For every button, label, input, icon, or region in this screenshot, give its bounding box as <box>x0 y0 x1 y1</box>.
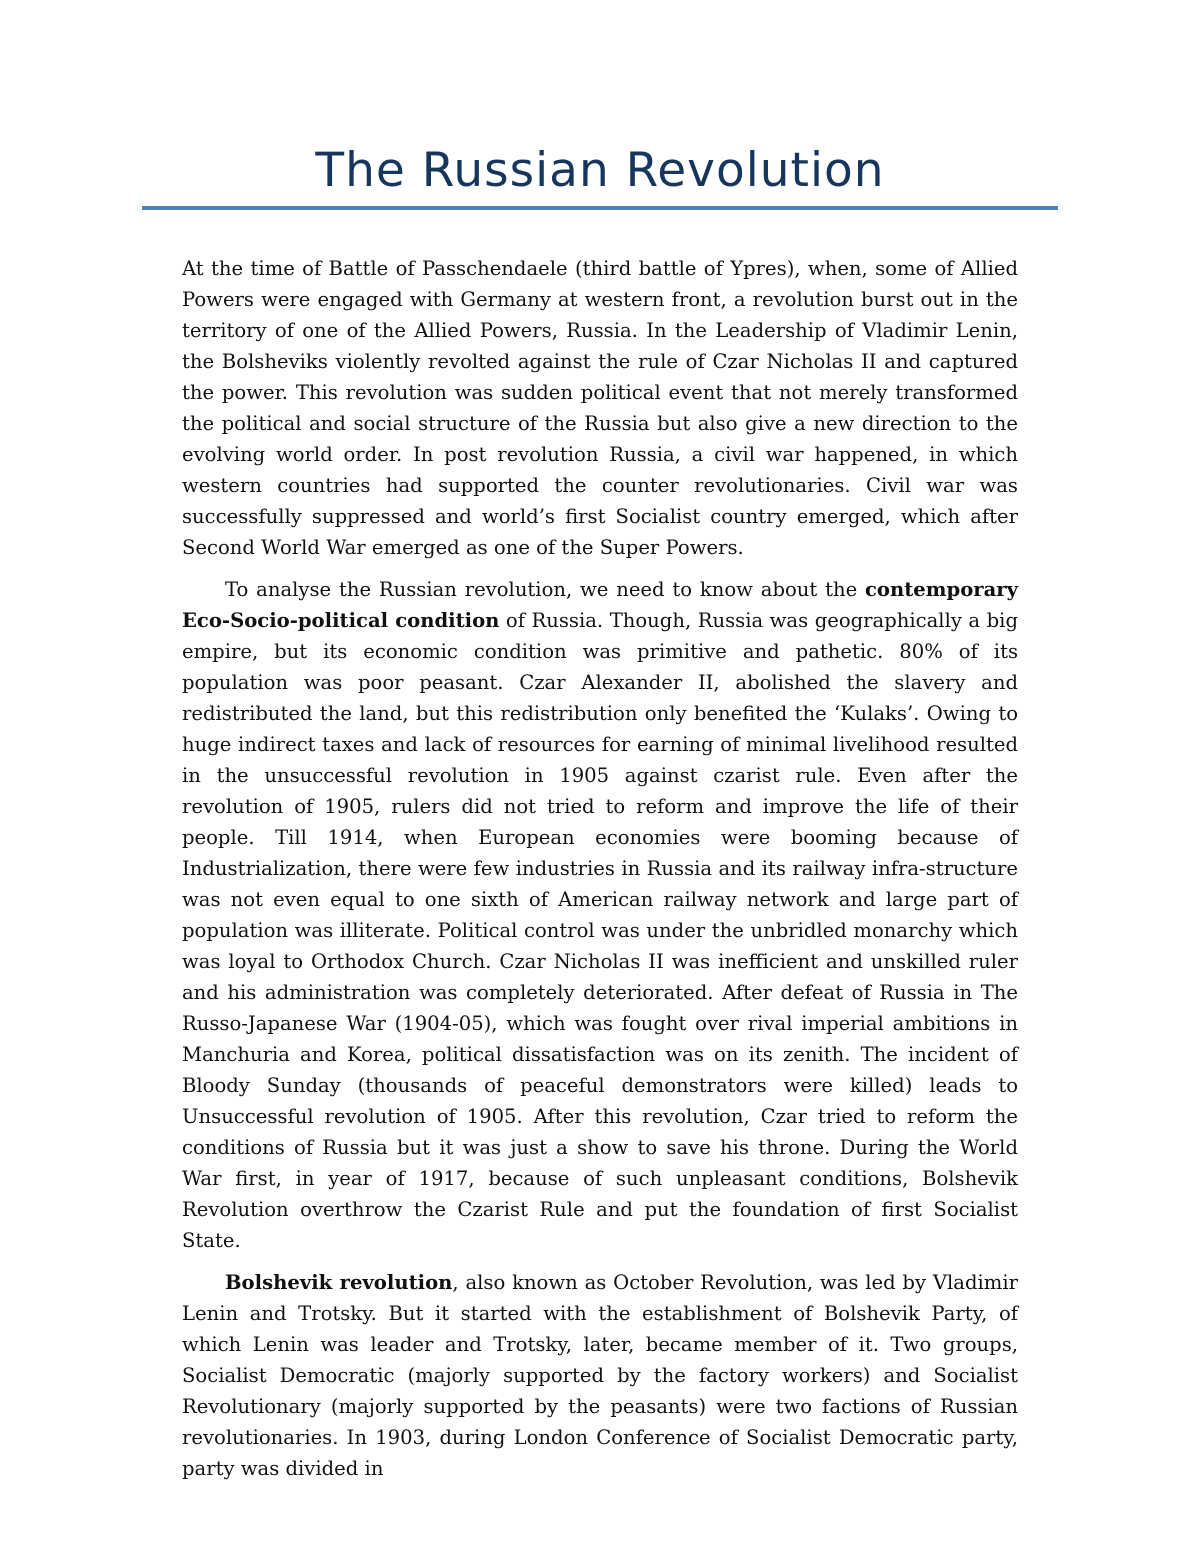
bold-term: contemporary Eco-Socio-political condition <box>182 578 1018 632</box>
paragraph-text: At the time of Battle of Passchendaele (third battle of Ypres), when, some of Allied Powers were engaged with Germany at western front, a revolution burst out in the territory of one of the Allied Powers, Russia. In the Leadership of Vladimir Lenin, the Bolsheviks violently revolted against the rule of Czar Nicholas II and captured the power. This revolution was sudden political event that not merely transformed the political and social structure of the Russia but also give a new direction to the evolving world order. In post revolution Russia, a civil war happened, in which western countries had supported the counter revolutionaries. Civil war was successfully suppressed and world’s first Socialist country emerged, which after Second World War emerged as one of the Super Powers. <box>182 257 1018 559</box>
title-underline <box>142 206 1058 210</box>
paragraph-text: , also known as October Revolution, was led by Vladimir Lenin and Trotsky. But it started with the establishment of Bolshevik Party, of which Lenin was leader and Trotsky, later, became member of it. Two groups, Socialist Democratic (majorly supported by the factory workers) and Socialist Revolutionary (majorly supported by the peasants) were two factions of Russian revolutionaries. In 1903, during London Conference of Socialist Democratic party, party was divided in <box>182 1271 1018 1480</box>
paragraph-text: of Russia. Though, Russia was geographically a big empire, but its economic condition was primitive and pathetic. 80% of its population was poor peasant. Czar Alexander II, abolished the slavery and redistributed the land, but this redistribution only benefited the ‘Kulaks’. Owing to huge indirect taxes and lack of resources for earning of minimal livelihood resulted in the unsuccessful revolution in 1905 against czarist rule. Even after the revolution of 1905, rulers did not tried to reform and improve the life of their people. Till 1914, when European economies were booming because of Industrialization, there were few industries in Russia and its railway infra-structure was not even equal to one sixth of American railway network and large part of population was illiterate. Political control was under the unbridled monarchy which was loyal to Orthodox Church. Czar Nicholas II was inefficient and unskilled ruler and his administration was completely deteriorated. After defeat of Russia in The Russo-Japanese War (1904-05), which was fought over rival imperial ambitions in Manchuria and Korea, political dissatisfaction was on its zenith. The incident of Bloody Sunday (thousands of peaceful demonstrators were killed) leads to Unsuccessful revolution of 1905. After this revolution, Czar tried to reform the conditions of Russia but it was just a show to save his throne. During the World War first, in year of 1917, because of such unpleasant conditions, Bolshevik Revolution overthrow the Czarist Rule and put the foundation of first Socialist State. <box>182 609 1018 1252</box>
paragraph-bolshevik <box>182 1267 1018 1484</box>
paragraph-conditions <box>182 574 1018 1256</box>
document-body <box>182 253 1018 1495</box>
paragraph-intro <box>182 253 1018 563</box>
paragraph-text: To analyse the Russian revolution, we need to know about the <box>225 578 865 601</box>
page-title: The Russian Revolution <box>315 143 885 198</box>
bold-term: Bolshevik revolution <box>225 1271 453 1294</box>
